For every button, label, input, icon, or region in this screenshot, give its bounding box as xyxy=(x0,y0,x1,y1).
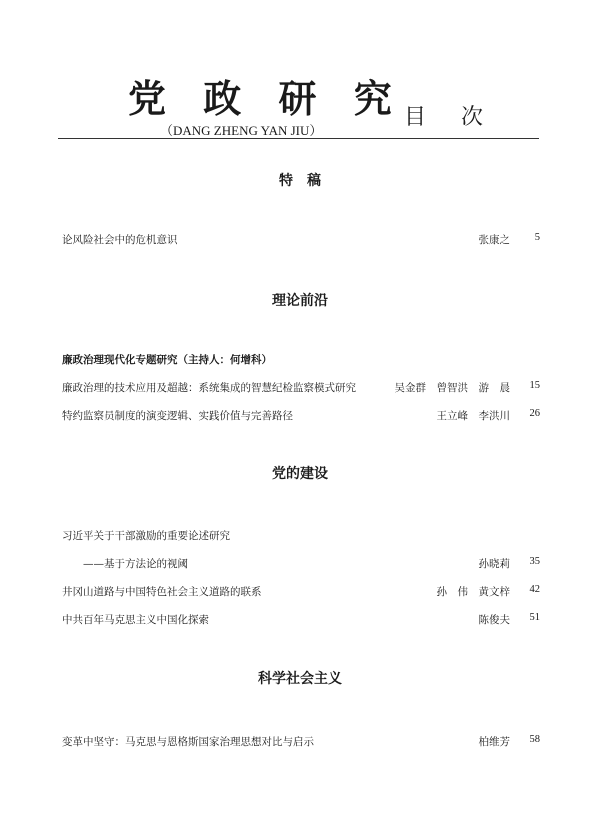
toc-entry[interactable] xyxy=(62,584,540,600)
section-heading-party: 党的建设 xyxy=(272,466,328,482)
toc-entry[interactable] xyxy=(62,408,540,424)
entry-title: 廉政治理的技术应用及超越：系统集成的智慧纪检监察模式研究 xyxy=(62,382,356,394)
entry-page: 58 xyxy=(529,734,540,745)
toc-entry[interactable] xyxy=(62,528,540,544)
entry-title: 论风险社会中的危机意识 xyxy=(62,234,178,246)
entry-page: 15 xyxy=(529,380,540,391)
toc-entry[interactable] xyxy=(62,232,540,248)
section-heading-socialism: 科学社会主义 xyxy=(258,671,342,687)
entry-authors: 孙晓莉 xyxy=(478,558,510,570)
section-subheading: 廉政治理现代化专题研究（主持人：何增科） xyxy=(62,354,272,366)
toc-heading: 目 次 xyxy=(404,105,497,130)
entry-authors: 吴金群 曾智洪 游 晨 xyxy=(394,382,510,394)
entry-authors: 陈俊夫 xyxy=(478,614,510,626)
toc-entry[interactable] xyxy=(62,734,540,750)
entry-page: 5 xyxy=(534,232,540,243)
journal-title: 党 政 研 究 xyxy=(128,76,404,121)
entry-authors: 孙 伟 黄文梓 xyxy=(436,586,510,598)
toc-entry[interactable] xyxy=(62,612,540,628)
entry-title: 习近平关于干部激励的重要论述研究 xyxy=(62,530,230,542)
entry-page: 51 xyxy=(529,612,540,623)
entry-title: ——基于方法论的视阈 xyxy=(62,558,188,570)
toc-entry[interactable] xyxy=(62,556,540,572)
entry-authors: 张康之 xyxy=(478,234,510,246)
header-rule xyxy=(58,138,539,139)
section-heading-theory: 理论前沿 xyxy=(272,293,328,309)
section-heading-special: 特 稿 xyxy=(279,173,321,189)
entry-authors: 柏维芳 xyxy=(478,736,510,748)
entry-title: 变革中坚守：马克思与恩格斯国家治理思想对比与启示 xyxy=(62,736,314,748)
journal-pinyin: （DANG ZHENG YAN JIU） xyxy=(160,123,323,138)
entry-page: 35 xyxy=(529,556,540,567)
entry-page: 42 xyxy=(529,584,540,595)
entry-title: 特约监察员制度的演变逻辑、实践价值与完善路径 xyxy=(62,410,293,422)
entry-page: 26 xyxy=(529,408,540,419)
entry-title: 中共百年马克思主义中国化探索 xyxy=(62,614,209,626)
toc-entry[interactable] xyxy=(62,380,540,396)
entry-title: 井冈山道路与中国特色社会主义道路的联系 xyxy=(62,586,262,598)
entry-authors: 王立峰 李洪川 xyxy=(436,410,510,422)
